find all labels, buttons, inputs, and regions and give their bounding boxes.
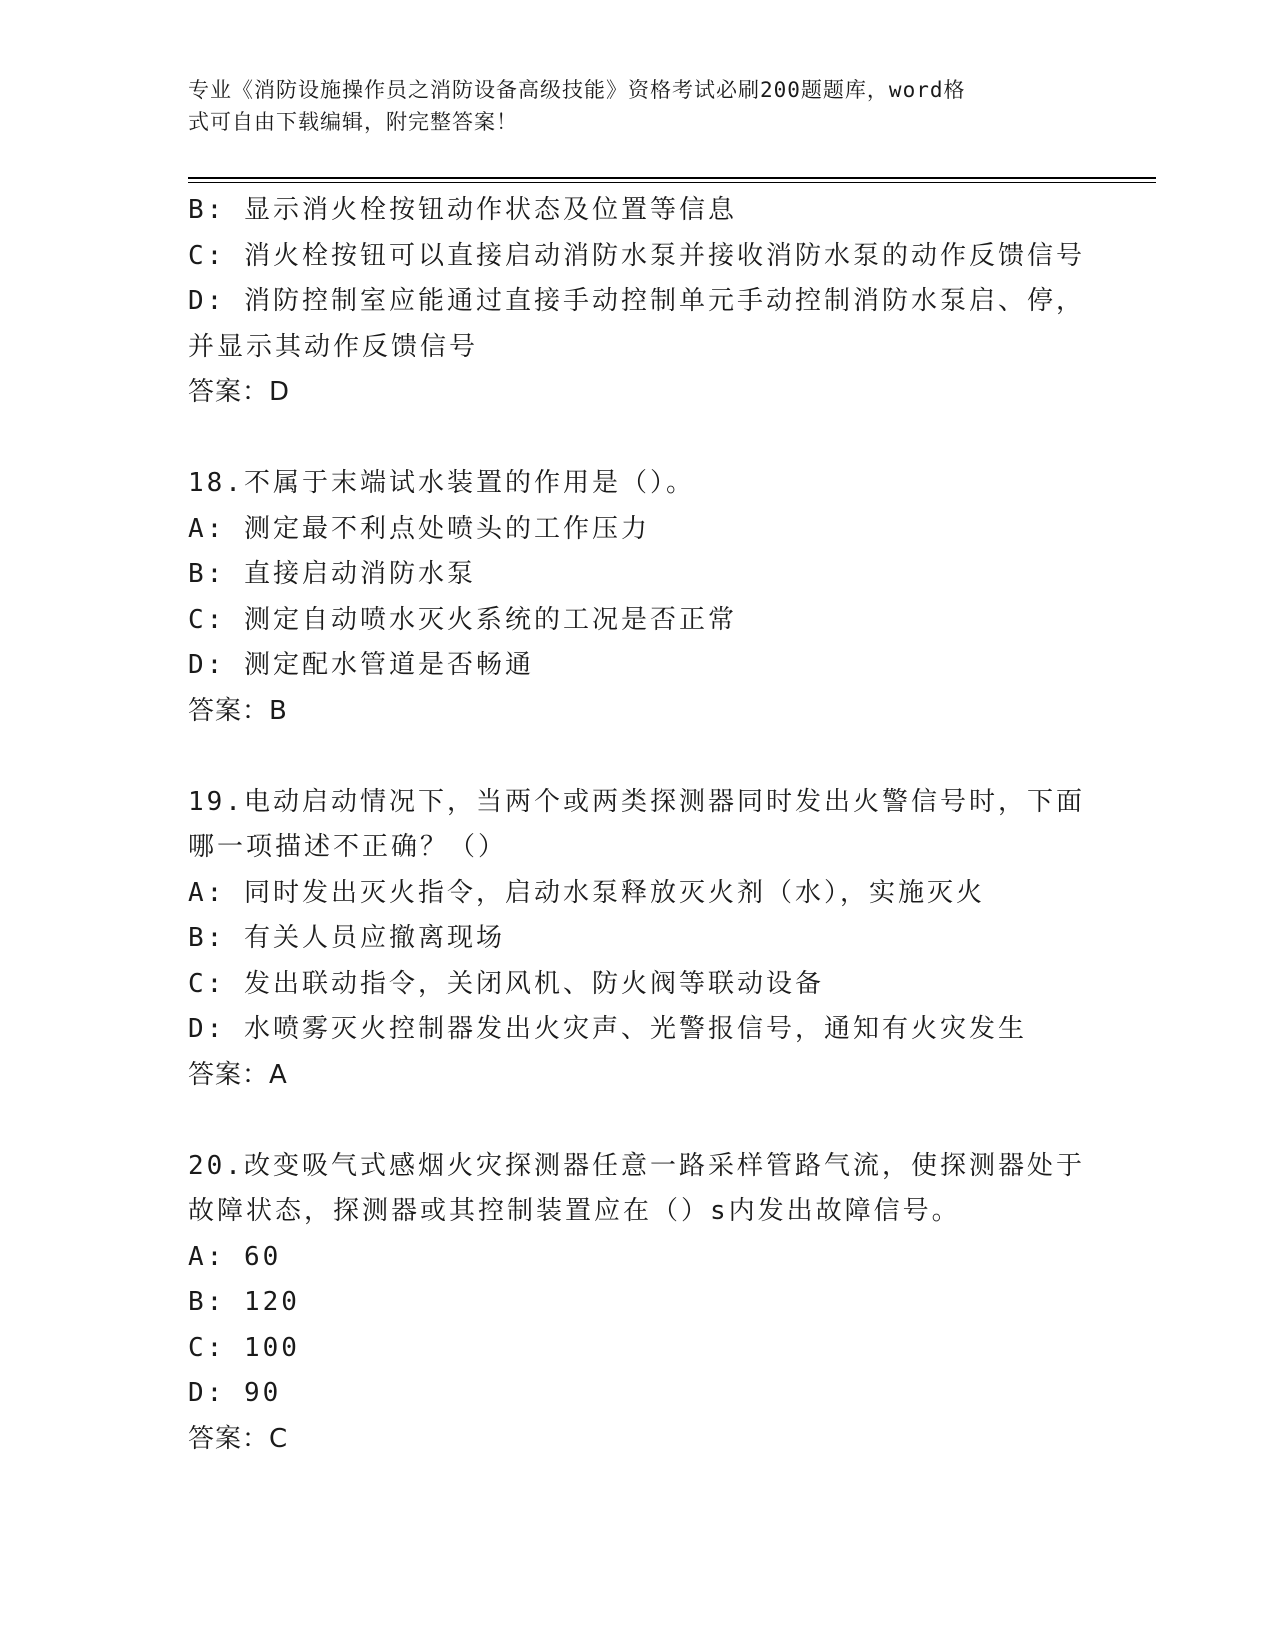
- q19-option-c: C: 发出联动指令，关闭风机、防火阀等联动设备: [188, 968, 824, 999]
- q20-question-line-2: 故障状态，探测器或其控制装置应在（）s内发出故障信号。: [188, 1196, 961, 1226]
- question-18: [188, 461, 1088, 734]
- q18-option-c: C: 测定自动喷水灭火系统的工况是否正常: [188, 604, 737, 635]
- q19-option-a: A: 同时发出灭火指令，启动水泵释放灭火剂（水），实施灭火: [188, 877, 985, 908]
- question-spacer: [188, 416, 1088, 462]
- q19-option-b: B: 有关人员应撤离现场: [188, 923, 505, 953]
- q18-option-a: A: 测定最不利点处喷头的工作压力: [188, 513, 650, 544]
- q20-answer: 答案：C: [188, 1423, 289, 1454]
- header-line-2: 式可自由下载编辑，附完整答案！: [188, 110, 518, 134]
- question-spacer: [188, 1098, 1088, 1144]
- q18-option-d: D: 测定配水管道是否畅通: [188, 650, 534, 680]
- q19-option-d: D: 水喷雾灭火控制器发出火灾声、光警报信号，通知有火灾发生: [188, 1014, 1027, 1044]
- q19-question-line-1: 19.电动启动情况下，当两个或两类探测器同时发出火警信号时，下面: [188, 786, 1085, 817]
- q20-question-line-1: 20.改变吸气式感烟火灾探测器任意一路采样管路气流，使探测器处于: [188, 1150, 1085, 1181]
- q19-answer: 答案：A: [188, 1059, 288, 1090]
- q18-answer: 答案：B: [188, 695, 288, 726]
- q18-question: 18.不属于末端试水装置的作用是（）。: [188, 468, 695, 498]
- question-content: [188, 188, 1088, 1462]
- question-17-partial: [188, 188, 1088, 416]
- header-divider-thin: [188, 182, 1156, 183]
- q19-question-line-2: 哪一项描述不正确？（）: [188, 832, 508, 862]
- q20-option-d: D: 90: [188, 1378, 282, 1408]
- question-19: [188, 780, 1088, 1099]
- header-divider-thick: [188, 177, 1156, 179]
- q20-option-b: B: 120: [188, 1287, 300, 1317]
- question-20: [188, 1144, 1088, 1463]
- q17-answer: 答案：D: [188, 377, 291, 407]
- q17-option-d-line-2: 并显示其动作反馈信号: [188, 331, 479, 362]
- question-spacer: [188, 734, 1088, 780]
- header-line-1: 专业《消防设施操作员之消防设备高级技能》资格考试必刷200题题库，word格: [188, 78, 966, 102]
- q20-option-c: C: 100: [188, 1332, 300, 1363]
- q18-option-b: B: 直接启动消防水泵: [188, 559, 476, 589]
- document-header: [188, 74, 1068, 138]
- q17-option-b: B: 显示消火栓按钮动作状态及位置等信息: [188, 195, 737, 225]
- q17-option-c: C: 消火栓按钮可以直接启动消防水泵并接收消防水泵的动作反馈信号: [188, 240, 1085, 271]
- q17-option-d-line-1: D: 消防控制室应能通过直接手动控制单元手动控制消防水泵启、停，: [188, 286, 1085, 316]
- q20-option-a: A: 60: [188, 1241, 282, 1272]
